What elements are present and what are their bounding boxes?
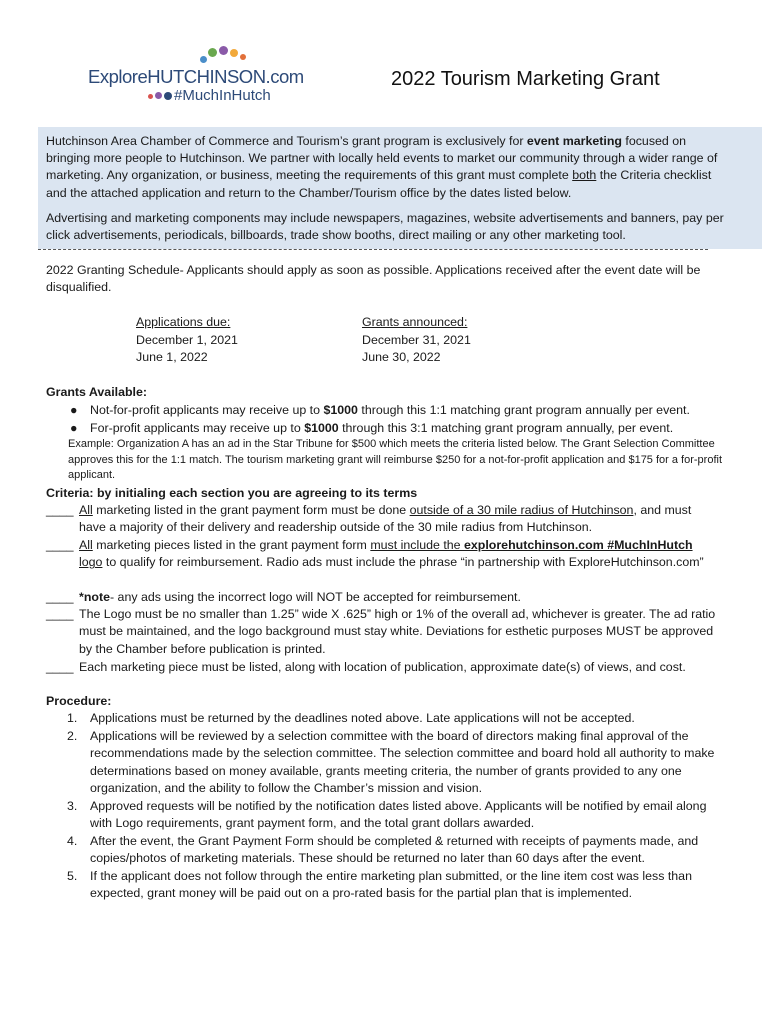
text-run: through this 3:1 matching grant program annually, per event. <box>338 421 674 435</box>
explorehutchinson-logo <box>88 44 304 108</box>
criteria-text: The Logo must be no smaller than 1.25” wide X .625” high or 1% of the overall ad, whichever is greater. The ad ratio must be maintained, and the logo background must stay white. Deviations for esthetic purposes MUST be approved by the Chamber before publication is printed. <box>79 607 716 656</box>
initial-blank: ____ <box>46 607 74 621</box>
text-run: marketing pieces listed in the grant payment form <box>92 538 371 552</box>
text-run: - any ads using the incorrect logo will NOT be accepted for reimbursement. <box>109 590 521 604</box>
item-number: 1. <box>67 711 78 725</box>
item-number: 5. <box>67 869 78 883</box>
item-number: 2. <box>67 729 78 743</box>
grants-heading-text: Grants Available: <box>46 385 147 399</box>
bullet-icon: ● <box>70 403 78 417</box>
initial-blank: ____ <box>46 590 74 604</box>
initial-blank: ____ <box>46 503 74 517</box>
announce-date: December 31, 2021 <box>362 332 471 347</box>
intro-box <box>38 127 762 249</box>
page-title: 2022 Tourism Marketing Grant <box>391 68 660 90</box>
note-text: *note <box>79 590 110 604</box>
intro-text: Hutchinson Area Chamber of Commerce and Tourism’s grant program is exclusively for <box>46 134 527 148</box>
criteria-text <box>79 589 719 606</box>
procedure-text: After the event, the Grant Payment Form should be completed & returned with receipts of payments made, and copies/photos of marketing materials. These should be returned no later than 60 days after the event. <box>90 834 699 866</box>
intro-paragraph-2: Advertising and marketing components may include newspapers, magazines, website advertisements and banners, pay per click advertisements, periodicals, billboards, trade show booths, direct mailing or any other marketing tool. <box>46 211 724 243</box>
text-run: Not-for-profit applicants may receive up to <box>90 403 324 417</box>
logo-hashtag-text: #MuchInHutch <box>174 87 271 104</box>
procedure-heading <box>46 693 726 710</box>
applications-due-header: Applications due: <box>136 315 231 329</box>
text-run: , and must have a majority of their delivery and readership outside of the 30 mile radius from Hutchinson. <box>79 503 692 535</box>
item-number: 4. <box>67 834 78 848</box>
grants-announced-column <box>362 314 471 367</box>
criteria-text: Each marketing piece must be listed, along with location of publication, approximate date(s) of views, and cost. <box>79 660 686 674</box>
text-run: marketing listed in the grant payment form must be done <box>92 503 410 517</box>
criteria-text <box>79 502 719 537</box>
procedure-text: If the applicant does not follow through the entire marketing plan submitted, or the line item cost was less than expected, grant money will be paid out on a pro-rated basis for the partial plan that is implemented. <box>90 869 692 901</box>
grant-example: Example: Organization A has an ad in the Star Tribune for $500 which meets the criteria listed below. The Grant Selection Committee approves this for the 1:1 match. The tourism marketing grant will reimburse $250 for a not-for-profit application and $175 for a for-profit applicant. <box>68 438 723 482</box>
schedule-intro: 2022 Granting Schedule- Applicants should apply as soon as possible. Applications received after the event date will be disqualified. <box>46 263 701 295</box>
procedure-text: Applications will be reviewed by a selection committee with the board of directors making final approval of the recommendations made by the selection committee. The selection committee and board hold all authority to make determinations based on money available, grants meeting criteria, the number of grants provided to any one organization, and the ability to follow the Chamber’s mission and vision. <box>90 729 715 796</box>
criteria-heading-text: Criteria: by initialing each section you are agreeing to its terms <box>46 486 418 500</box>
text-run: must include the <box>370 538 464 552</box>
criteria-heading <box>46 485 726 502</box>
intro-bold-text: event marketing <box>526 134 622 148</box>
text-run <box>370 538 692 552</box>
procedure-heading-text: Procedure: <box>46 694 112 708</box>
text-run: For-profit applicants may receive up to <box>90 421 305 435</box>
procedure-text: Applications must be returned by the deadlines noted above. Late applications will not be accepted. <box>90 711 635 725</box>
criteria-text <box>79 537 719 572</box>
grants-announced-header: Grants announced: <box>362 315 468 329</box>
text-run: through this 1:1 matching grant program annually per event. <box>357 403 690 417</box>
grants-heading <box>46 384 726 401</box>
applications-due-column <box>136 314 238 367</box>
amount-text: $1000 <box>304 421 339 435</box>
grant-bullet-text <box>90 420 673 438</box>
procedure-text: Approved requests will be notified by the notification dates listed above. Applicants will be notified by email along with Logo requirements, grant payment form, and the total grant dollars awarded. <box>90 799 707 831</box>
dashed-divider <box>38 249 708 250</box>
item-number: 3. <box>67 799 78 813</box>
intro-paragraph-1 <box>46 133 726 202</box>
bullet-icon: ● <box>70 421 78 435</box>
announce-date: June 30, 2022 <box>362 350 441 364</box>
text-run: to qualify for reimbursement. Radio ads must include the phrase “in partnership with ExploreHutchinson.com” <box>102 555 704 570</box>
text-run: logo <box>79 555 103 570</box>
intro-underline-text: both <box>572 168 597 183</box>
logo-main-text: ExploreHUTCHINSON.com <box>88 66 304 87</box>
intro-text: focused on bringing more people to Hutchinson. We partner with locally held events to market our community through a wider range of marketing. Any organization, or business, meeting the requirements of this grant must complete <box>46 134 718 183</box>
due-date: June 1, 2022 <box>136 350 208 364</box>
text-run: All <box>79 503 93 517</box>
grant-bullet-text <box>90 402 690 420</box>
due-date: December 1, 2021 <box>136 332 238 347</box>
text-run: All <box>79 538 93 552</box>
initial-blank: ____ <box>46 660 74 674</box>
amount-text: $1000 <box>323 403 358 417</box>
text-run: outside of a 30 mile radius of Hutchinson <box>409 503 634 517</box>
intro-text: the Criteria checklist and the attached application and return to the Chamber/Tourism office by the dates listed below. <box>46 168 712 200</box>
logo-name-text: explorehutchinson.com #MuchInHutch <box>464 538 693 552</box>
initial-blank: ____ <box>46 538 74 552</box>
